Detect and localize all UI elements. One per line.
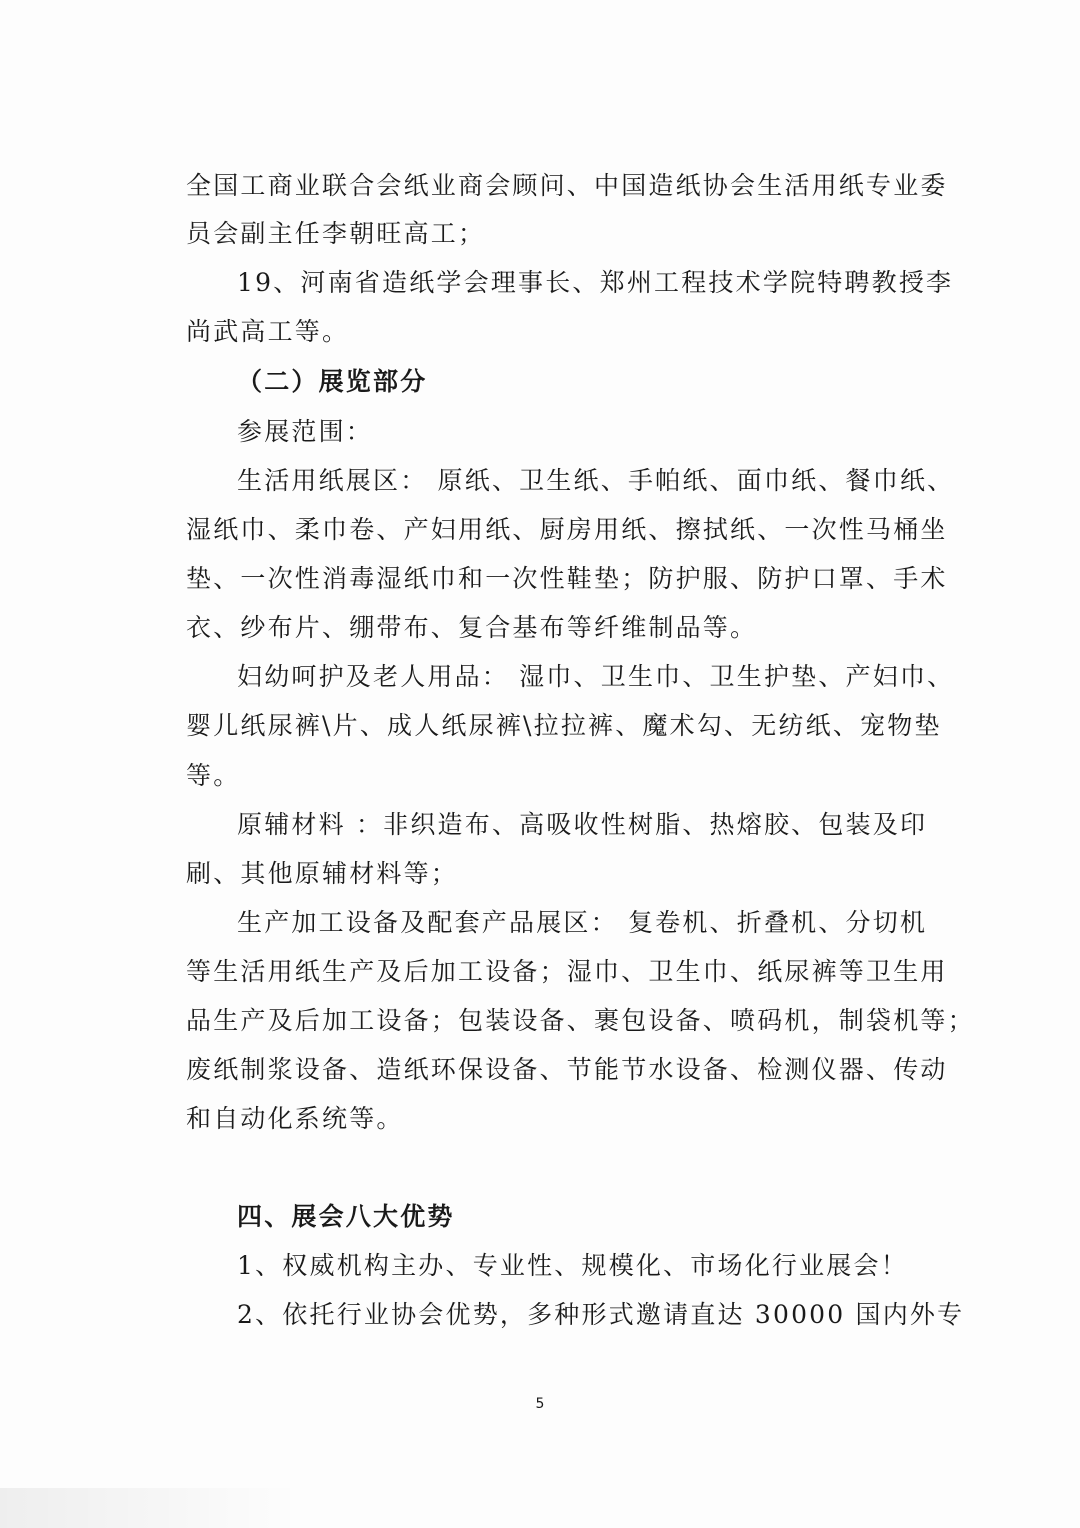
paragraph-line: 婴儿纸尿裤\片、成人纸尿裤\拉拉裤、魔术勾、无纺纸、宠物垫	[186, 711, 942, 740]
paragraph-line: 尚武高工等。	[186, 317, 350, 346]
paragraph-line: 全国工商业联合会纸业商会顾问、中国造纸协会生活用纸专业委	[186, 171, 948, 200]
page-number: 5	[535, 1396, 545, 1412]
list-item-19: 19、河南省造纸学会理事长、郑州工程技术学院特聘教授李	[237, 268, 954, 297]
paragraph-line: 等。	[186, 761, 241, 790]
paragraph-line: 生活用纸展区： 原纸、卫生纸、手帕纸、面巾纸、餐巾纸、	[237, 466, 955, 495]
section-heading: （二）展览部分	[237, 367, 428, 396]
paragraph-line: 等生活用纸生产及后加工设备；湿巾、卫生巾、纸尿裤等卫生用	[186, 957, 948, 986]
section-heading: 四、展会八大优势	[237, 1202, 455, 1231]
list-item-1: 1、权威机构主办、专业性、规模化、市场化行业展会！	[237, 1251, 908, 1280]
paragraph-line: 生产加工设备及配套产品展区： 复卷机、折叠机、分切机	[237, 908, 928, 937]
paragraph-line: 妇幼呵护及老人用品： 湿巾、卫生巾、卫生护垫、产妇巾、	[237, 662, 955, 691]
subheading-label: 参展范围：	[237, 417, 374, 446]
scan-shadow	[0, 1488, 300, 1528]
paragraph-line: 垫、一次性消毒湿纸巾和一次性鞋垫；防护服、防护口罩、手术	[186, 564, 948, 593]
paragraph-line: 和自动化系统等。	[186, 1104, 404, 1133]
paragraph-line: 衣、纱布片、绷带布、复合基布等纤维制品等。	[186, 613, 758, 642]
paragraph-line: 品生产及后加工设备；包装设备、裹包设备、喷码机，制袋机等；	[186, 1006, 975, 1035]
paragraph-line: 湿纸巾、柔巾卷、产妇用纸、厨房用纸、擦拭纸、一次性马桶坐	[186, 515, 948, 544]
paragraph-line: 员会副主任李朝旺高工；	[186, 219, 486, 248]
paragraph-line: 原辅材料 ：非织造布、高吸收性树脂、热熔胶、包装及印	[237, 810, 928, 839]
list-item-2: 2、依托行业协会优势，多种形式邀请直达 30000 国内外专	[237, 1300, 965, 1329]
paragraph-line: 废纸制浆设备、造纸环保设备、节能节水设备、检测仪器、传动	[186, 1055, 948, 1084]
paragraph-line: 刷、其他原辅材料等；	[186, 859, 459, 888]
